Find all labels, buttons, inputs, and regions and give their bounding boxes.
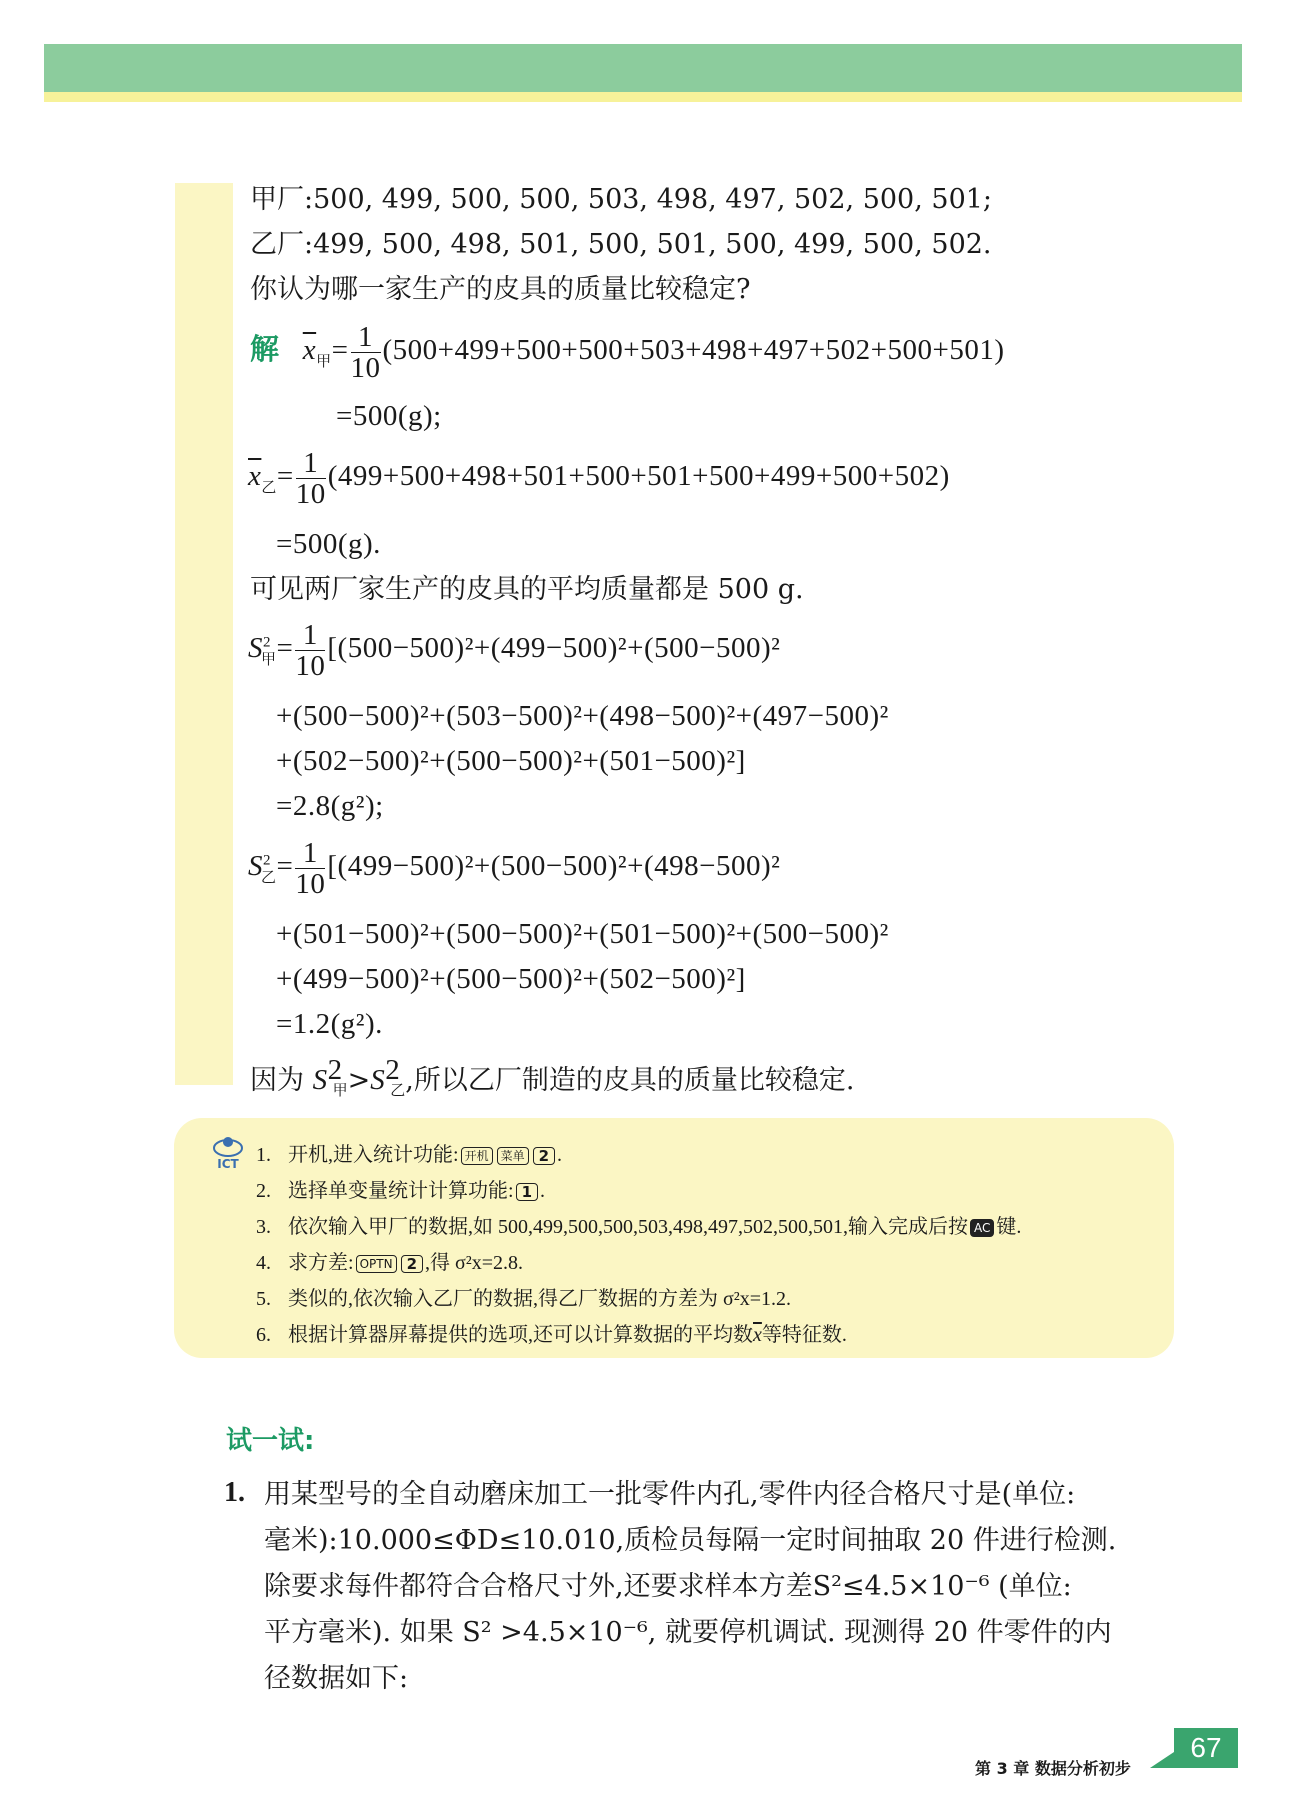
variance-yi-result: =1.2(g²). — [276, 1008, 383, 1040]
data-line-yi: 乙厂:499, 500, 498, 501, 500, 501, 500, 499, 500, 502. — [250, 229, 992, 260]
variance-jia-line-3: +(502−500)²+(500−500)²+(501−500)²] — [276, 745, 746, 777]
fraction: $\frac{1}{10}$ — [350, 321, 381, 384]
try-it-title: 试一试: — [226, 1426, 315, 1456]
question-line-2: 毫米):10.000≤ΦD≤10.010,质检员每隔一定时间抽取 20 件进行检测. — [264, 1525, 1117, 1556]
key-1: 1 — [516, 1183, 538, 1201]
mean-jia-line: 解 $\overline{x}_甲=$ $\frac{1}{10}$ (500+499+500+500+503+498+497+502+500+501) — [250, 321, 1005, 384]
power-key: 开机 — [461, 1147, 493, 1165]
ict-step-3: 3. 依次输入甲厂的数据,如 500,499,500,500,503,498,497,502,500,501,输入完成后按 AC 键. — [256, 1216, 1022, 1238]
page-badge-arrow — [1150, 1752, 1174, 1768]
variance-jia-line: $S^2_甲=$ $\frac{1}{10}$ [(500−500)²+(499−500)²+(500−500)² — [248, 619, 781, 682]
question-text: 你认为哪一家生产的皮具的质量比较稳定? — [250, 274, 751, 305]
solution-label: 解 — [250, 332, 280, 367]
variance-jia-line-2: +(500−500)²+(503−500)²+(498−500)²+(497−500)² — [276, 700, 889, 732]
chapter-label: 第 3 章 数据分析初步 — [975, 1759, 1131, 1778]
key-2: 2 — [533, 1147, 555, 1165]
mean-yi-line: $\overline{x}_乙=$ $\frac{1}{10}$ (499+500+498+501+500+501+500+499+500+502) — [248, 447, 950, 510]
question-line-5: 径数据如下: — [264, 1663, 409, 1694]
header-stripe — [44, 92, 1242, 102]
fraction: $\frac{1}{10}$ — [295, 447, 326, 510]
mean-jia-result: =500(g); — [336, 400, 442, 432]
variance-yi-line-2: +(501−500)²+(500−500)²+(501−500)²+(500−500)² — [276, 918, 889, 950]
variance-jia-result: =2.8(g²); — [276, 790, 384, 822]
ict-step-5: 5. 类似的,依次输入乙厂的数据,得乙厂数据的方差为 σ²x=1.2. — [256, 1288, 792, 1310]
question-number: 1. — [224, 1477, 245, 1508]
question-line-4: 平方毫米). 如果 S² >4.5×10⁻⁶, 就要停机调试. 现测得 20 件零件的内 — [264, 1617, 1112, 1648]
fraction: $\frac{1}{10}$ — [295, 619, 326, 682]
final-conclusion: 因为 $S^2_甲>S^2_乙$,所以乙厂制造的皮具的质量比较稳定. — [250, 1054, 855, 1100]
ict-step-6: 6. 根据计算器屏幕提供的选项,还可以计算数据的平均数$\overline{x}$等特征数. — [256, 1324, 847, 1346]
variance-yi-line-3: +(499−500)²+(500−500)²+(502−500)²] — [276, 963, 746, 995]
question-line-1: 用某型号的全自动磨床加工一批零件内孔,零件内径合格尺寸是(单位: — [264, 1479, 1076, 1510]
header-band — [44, 44, 1242, 92]
svg-text:ICT: ICT — [217, 1157, 239, 1171]
variance-yi-line: $S^2_乙=$ $\frac{1}{10}$ [(499−500)²+(500−500)²+(498−500)² — [248, 837, 781, 900]
question-line-3: 除要求每件都符合合格尺寸外,还要求样本方差S²≤4.5×10⁻⁶ (单位: — [264, 1571, 1072, 1602]
data-line-jia: 甲厂:500, 499, 500, 500, 503, 498, 497, 502, 500, 501; — [250, 184, 993, 215]
fraction: $\frac{1}{10}$ — [295, 837, 326, 900]
ict-step-4: 4. 求方差: OPTN 2 ,得 σ²x=2.8. — [256, 1252, 524, 1274]
mean-conclusion: 可见两厂家生产的皮具的平均质量都是 500 g. — [250, 574, 804, 605]
example-sidebar — [175, 183, 233, 1085]
ac-key: AC — [970, 1219, 994, 1237]
ict-step-2: 2. 选择单变量统计计算功能: 1 . — [256, 1180, 545, 1202]
menu-key: 菜单 — [497, 1147, 529, 1165]
mean-yi-result: =500(g). — [276, 528, 381, 560]
ict-step-1: 1. 开机,进入统计功能: 开机 菜单 2 . — [256, 1144, 563, 1166]
optn-key: OPTN — [356, 1255, 397, 1273]
key-2: 2 — [401, 1255, 423, 1273]
ict-calculator-icon — [208, 1132, 248, 1172]
page-number: 67 — [1174, 1728, 1238, 1768]
